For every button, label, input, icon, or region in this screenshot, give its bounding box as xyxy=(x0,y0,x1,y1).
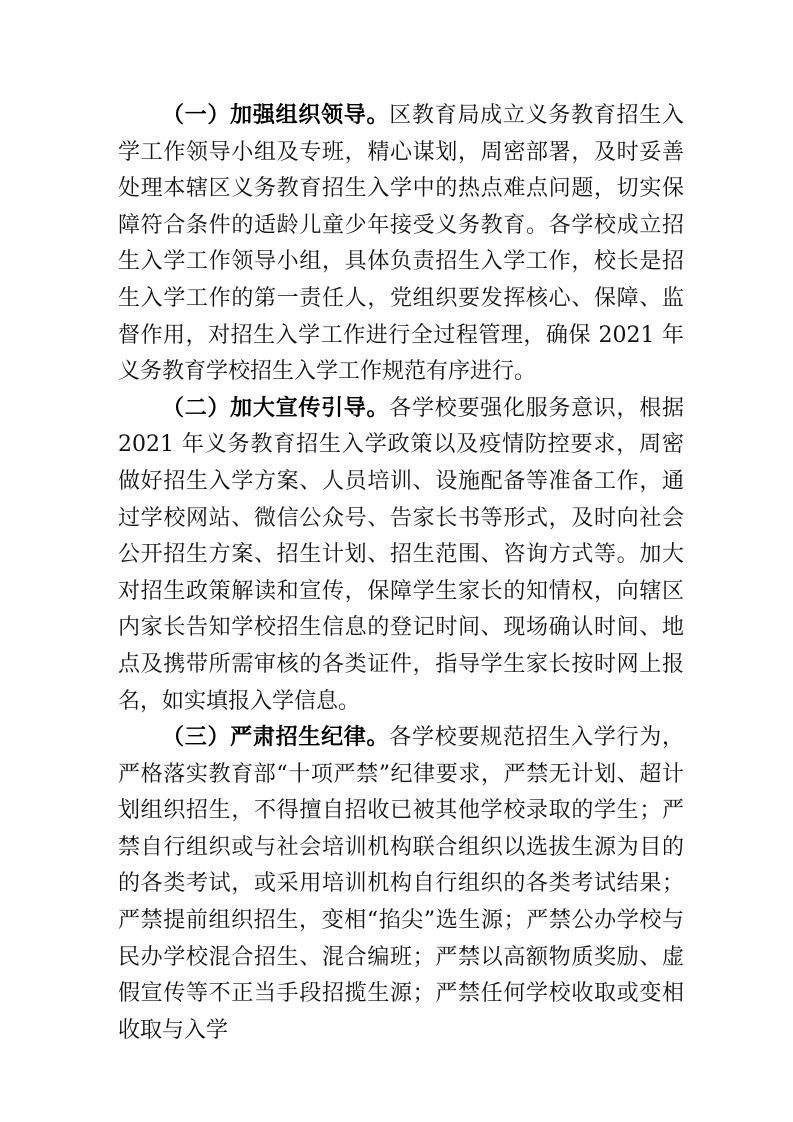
section-body-3: 各学校要规范招生入学行为，严格落实教育部“十项严禁”纪律要求，严禁无计划、超计划组织招生，不得擅自招收已被其他学校录取的学生；严禁自行组织或与社会培训机构联合组织以选拔生源为目的的各类考试，或采用培训机构自行组织的各类考试结果；严禁提前组织招生，变相“掐尖”选生源；严禁公办学校与民办学校混合招生、混合编班；严禁以高额物质奖励、虚假宣传等不正当手段招揽生源；严禁任何学校收取或变相收取与入学 xyxy=(118,725,684,1043)
paragraph-organization-leadership xyxy=(118,98,684,391)
section-body-2: 各学校要强化服务意识，根据 2021 年义务教育招生入学政策以及疫情防控要求，周密做好招生入学方案、人员培训、设施配备等准备工作，通过学校网站、微信公众号、告家长书等形式，及时向社会公开招生方案、招生计划、招生范围、咨询方式等。加大对招生政策解读和宣传，保障学生家长的知情权，向辖区内家长告知学校招生信息的登记时间、现场确认时间、地点及携带所需审核的各类证件，指导学生家长按时网上报名，如实填报入学信息。 xyxy=(118,395,684,714)
document-body xyxy=(118,98,684,1049)
paragraph-enrollment-discipline xyxy=(118,720,684,1049)
section-heading-3: （三）严肃招生纪律。 xyxy=(162,725,390,751)
section-heading-1: （一）加强组织领导。 xyxy=(162,103,390,128)
section-heading-2: （二）加大宣传引导。 xyxy=(162,395,390,421)
section-body-1: 区教育局成立义务教育招生入学工作领导小组及专班，精心谋划，周密部署，及时妥善处理本辖区义务教育招生入学中的热点难点问题，切实保障符合条件的适龄儿童少年接受义务教育。各学校成立招生入学工作领导小组，具体负责招生入学工作，校长是招生入学工作的第一责任人，党组织要发挥核心、保障、监督作用，对招生入学工作进行全过程管理，确保 2021 年义务教育学校招生入学工作规范有序进行。 xyxy=(118,103,684,385)
paragraph-publicity-guidance xyxy=(118,391,684,720)
